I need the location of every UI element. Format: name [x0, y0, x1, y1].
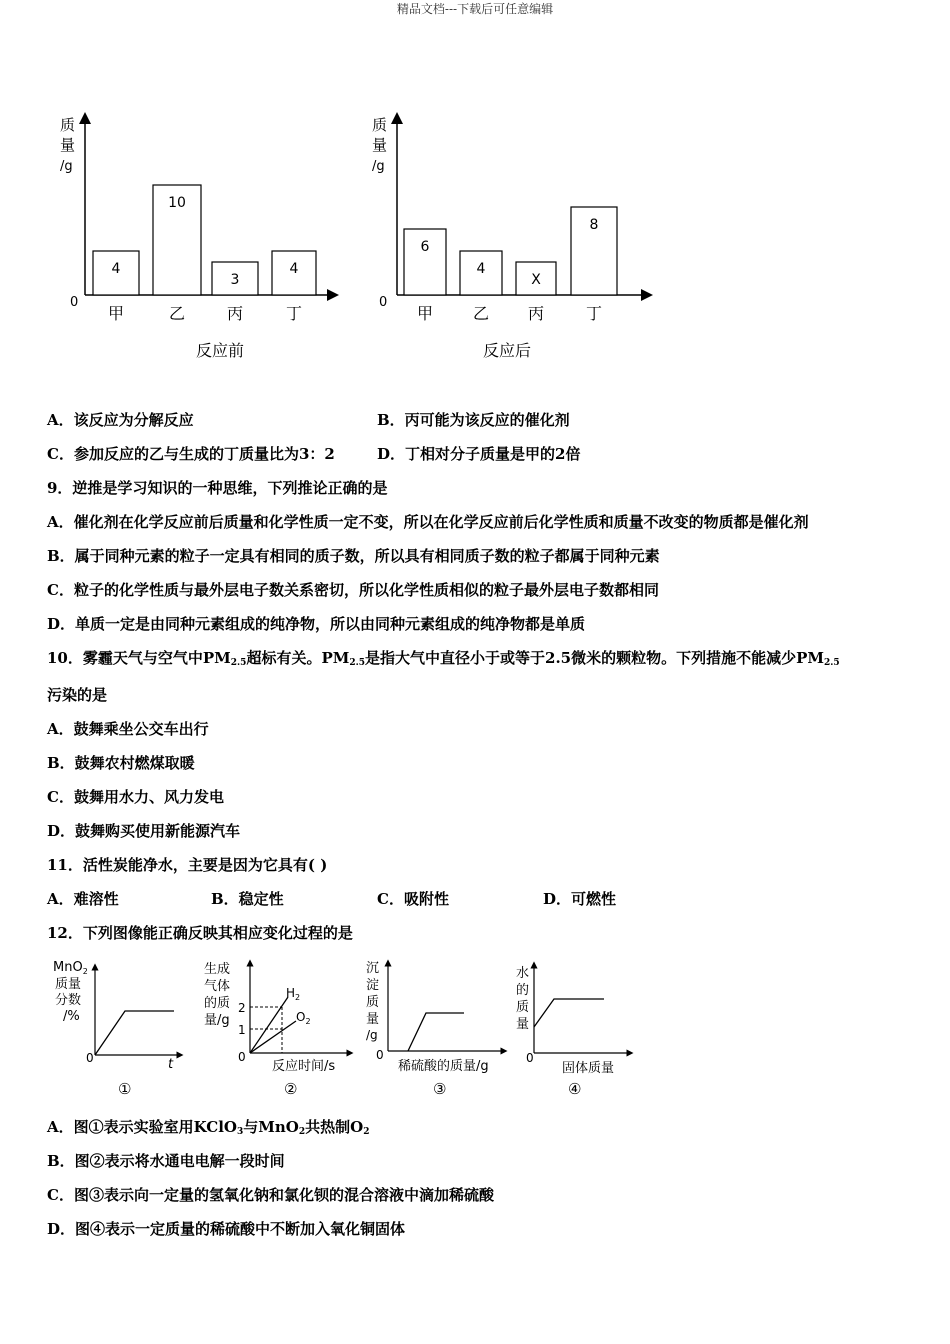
curve	[408, 1013, 464, 1051]
x-label: 反应时间/s	[272, 1059, 336, 1074]
y-label-line2: 淀	[366, 978, 380, 993]
bar-value-label: 4	[111, 261, 121, 277]
bar-value-label: 4	[476, 261, 486, 277]
y-label-line1: 沉	[366, 961, 380, 976]
q11-option-a: A．难溶性	[47, 890, 119, 908]
y-label-line3: 的质	[204, 996, 231, 1011]
q10-option-d: D．鼓舞购买使用新能源汽车	[47, 822, 241, 840]
q8-option-a: A．该反应为分解反应	[47, 411, 194, 429]
y-label-line1: MnO$_2$	[53, 960, 88, 976]
curve	[534, 999, 604, 1027]
q12-option-b: B．图②表示将水通电电解一段时间	[47, 1152, 285, 1170]
x-label: t	[168, 1057, 174, 1072]
category-label: 乙	[168, 304, 186, 323]
y-label-line5: /g	[366, 1028, 378, 1042]
graph-number: ①	[118, 1080, 132, 1098]
graph-number: ③	[433, 1080, 447, 1098]
y-label-line4: /%	[63, 1009, 80, 1024]
q11-option-d: D．可燃性	[543, 890, 617, 908]
q9-option-a: A．催化剂在化学反应前后质量和化学性质一定不变，所以在化学反应前后化学性质和质量不改变的物质都是催化剂	[47, 513, 809, 531]
category-label: 丁	[285, 304, 303, 323]
y-label-line3: 质	[516, 1000, 530, 1015]
y-label-line1: 生成	[204, 962, 231, 977]
category-label: 甲	[107, 304, 125, 323]
y-label-line2: 的	[516, 983, 530, 998]
bar-value-label: 6	[420, 239, 430, 255]
q11-option-c: C．吸附性	[377, 890, 449, 908]
graph-1	[50, 955, 190, 1105]
q10-option-a: A．鼓舞乘坐公交车出行	[47, 720, 209, 738]
q10-stem: 10．雾霾天气与空气中$PM_{2.5}$超标有关。$PM_{2.5}$是指大气中直径小于或等于2.5微米的颗粒物。下列措施不能减少$PM_{2.5}$	[47, 649, 840, 668]
category-label: 丙	[226, 304, 244, 323]
y-label-line2: 气体	[204, 979, 231, 994]
origin-label: 0	[238, 1050, 246, 1064]
q9-option-b: B．属于同种元素的粒子一定具有相同的质子数，所以具有相同质子数的粒子都属于同种元素	[47, 547, 660, 565]
q9-option-c: C．粒子的化学性质与最外层电子数关系密切，所以化学性质相似的粒子最外层电子数都相同	[47, 581, 659, 599]
y-label-line4: 量	[366, 1012, 380, 1027]
graph-2	[200, 955, 360, 1105]
bar-value-label: 10	[168, 195, 186, 211]
graph-3	[362, 955, 512, 1105]
chart-title: 反应前	[195, 341, 245, 360]
q12-option-c: C．图③表示向一定量的氢氧化钠和氯化钡的混合溶液中滴加稀硫酸	[47, 1186, 494, 1204]
graph-number: ④	[568, 1080, 582, 1098]
curve	[95, 1011, 174, 1055]
graph-number: ②	[284, 1080, 298, 1098]
q9-stem: 9．逆推是学习知识的一种思维，下列推论正确的是	[47, 479, 388, 497]
q8-option-b: B．丙可能为该反应的催化剂	[377, 411, 570, 429]
origin-label: 0	[376, 1048, 384, 1062]
y-label-2: 量	[372, 136, 388, 154]
q8-option-d: D．丁相对分子质量是甲的2倍	[377, 445, 581, 463]
bar-value-label: 3	[230, 272, 240, 288]
y-label-line1: 水	[516, 966, 530, 981]
y-label-line3: 分数	[55, 993, 82, 1008]
q10-option-b: B．鼓舞农村燃煤取暖	[47, 754, 195, 772]
y-label-line4: 量/g	[204, 1013, 230, 1028]
graph-4	[512, 955, 637, 1105]
origin-label: 0	[526, 1051, 534, 1065]
o2-line	[250, 1021, 296, 1053]
h2-label: $H_2$	[286, 986, 301, 1002]
y-label-line4: 量	[516, 1017, 530, 1032]
chart-title: 反应后	[482, 341, 532, 360]
q8-option-c: C．参加反应的乙与生成的丁质量比为3：2	[47, 445, 335, 463]
y-label-line2: 质量	[55, 977, 82, 992]
category-label: 甲	[416, 304, 434, 323]
q12-option-a: A．图①表示实验室用KClO$_3$与MnO$_2$共热制$O_2$	[47, 1118, 370, 1137]
tick-2: 2	[238, 1001, 246, 1015]
category-label: 乙	[472, 304, 490, 323]
bar-chart-after	[362, 108, 662, 368]
bar-value-label: X	[531, 272, 541, 288]
y-label-3: /g	[60, 159, 73, 174]
y-label-line3: 质	[366, 995, 380, 1010]
bar-value-label: 4	[289, 261, 299, 277]
q11-stem: 11．活性炭能净水，主要是因为它具有( )	[47, 856, 328, 874]
q10-stem-line2: 污染的是	[47, 686, 108, 704]
category-label: 丁	[585, 304, 603, 323]
y-label-1: 质	[60, 116, 76, 134]
q9-option-d: D．单质一定是由同种元素组成的纯净物，所以由同种元素组成的纯净物都是单质	[47, 615, 586, 633]
q12-option-d: D．图④表示一定质量的稀硫酸中不断加入氧化铜固体	[47, 1220, 406, 1238]
o2-label: $O_2$	[296, 1010, 311, 1026]
y-label-2: 量	[60, 136, 76, 154]
bar-chart-before	[50, 108, 350, 368]
y-label-3: /g	[372, 159, 385, 174]
origin-label: 0	[379, 295, 388, 310]
bar-value-label: 8	[589, 217, 599, 233]
y-label-1: 质	[372, 116, 388, 134]
category-label: 丙	[527, 304, 545, 323]
x-label: 固体质量	[562, 1061, 615, 1076]
tick-1: 1	[238, 1023, 246, 1037]
page-header: 精品文档---下载后可任意编辑	[396, 2, 554, 16]
q10-option-c: C．鼓舞用水力、风力发电	[47, 788, 224, 806]
q11-option-b: B．稳定性	[211, 890, 284, 908]
q12-stem: 12．下列图像能正确反映其相应变化过程的是	[47, 924, 353, 942]
origin-label: 0	[70, 295, 79, 310]
x-label: 稀硫酸的质量/g	[398, 1059, 489, 1074]
origin-label: 0	[86, 1051, 94, 1065]
